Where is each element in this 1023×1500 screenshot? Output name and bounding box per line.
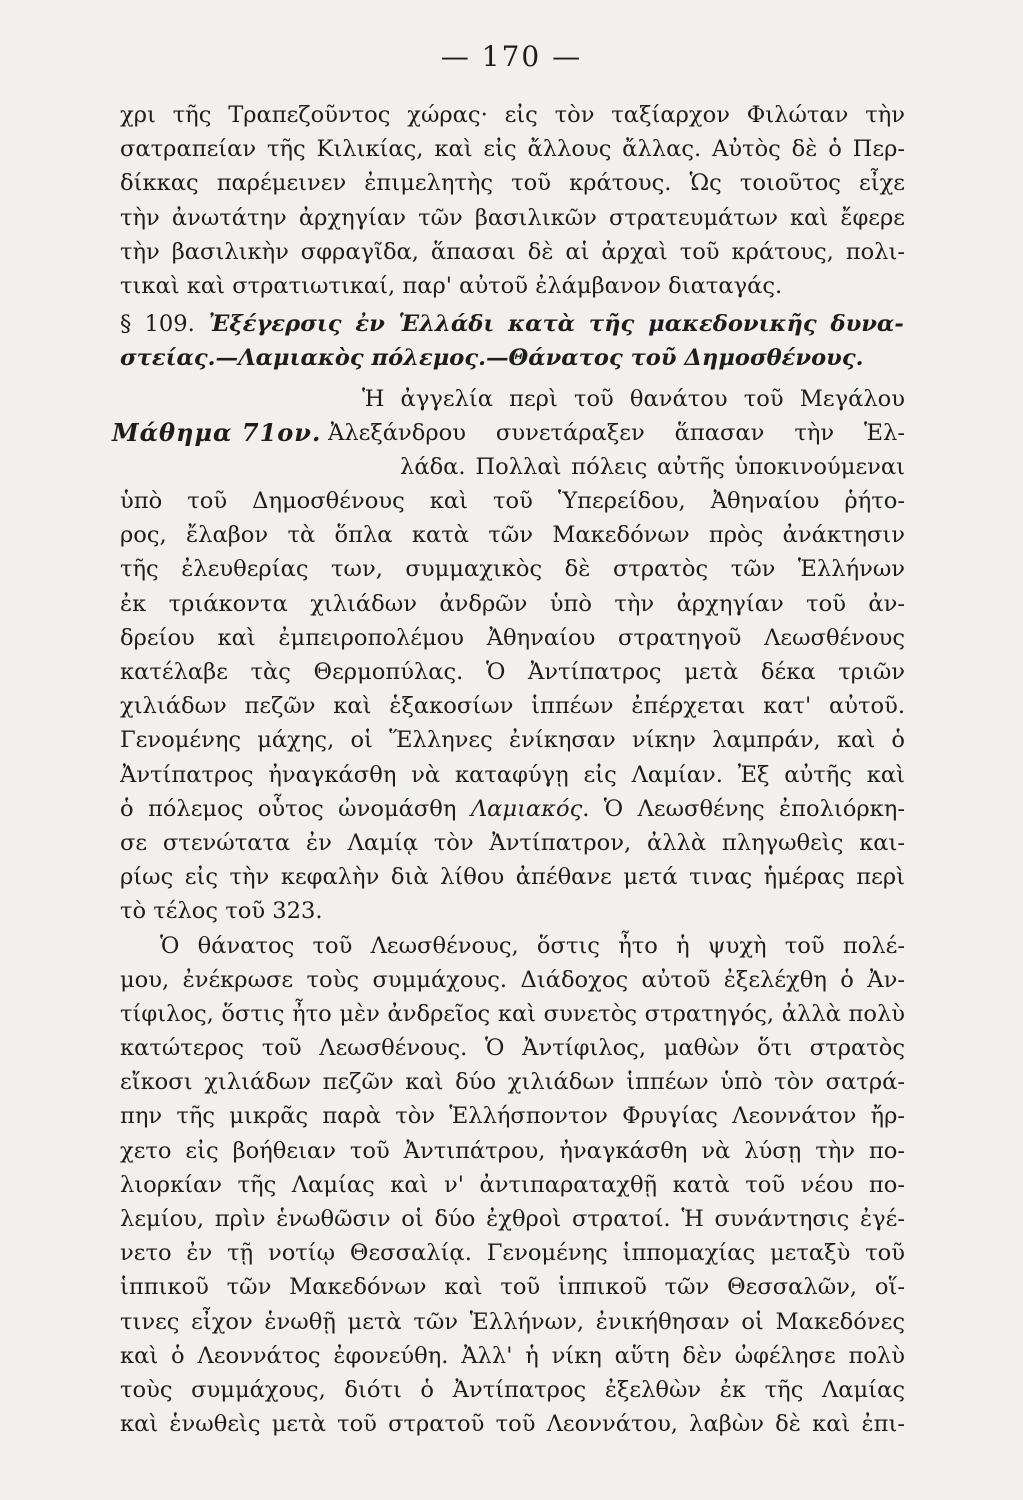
text-span: . Ὁ Λεωσθένης ἐπολιόρκη- — [582, 795, 905, 822]
text-line: καὶ ὁ Λεοννάτος ἐφονεύθη. Ἀλλ' ἡ νίκη αὕτη δὲν ὠφέλησε πολὺ — [120, 1342, 905, 1369]
text-line: χιλιάδων πεζῶν καὶ ἑξακοσίων ἱππέων ἐπέρχεται κατ' αὐτοῦ. — [120, 693, 905, 720]
heading-text-1: Ἐξέγερσις ἐν Ἑλλάδι κατὰ τῆς μακεδονικῆς δυνα- — [208, 311, 904, 338]
paragraph-3 — [120, 929, 905, 1442]
text-line: τοὺς συμμάχους, διότι ὁ Ἀντίπατρος ἐξελθὼν ἐκ τῆς Λαμίας — [120, 1376, 905, 1403]
lesson-row — [112, 416, 905, 450]
text-line: ρίως εἰς τὴν κεφαλὴν διὰ λίθου ἀπέθανε μετά τινας ἡμέρας περὶ — [120, 864, 905, 891]
body-text — [112, 98, 905, 1441]
text-line: ρος, ἔλαβον τὰ ὅπλα κατὰ τῶν Μακεδόνων πρὸς ἀνάκτησιν — [120, 522, 905, 549]
paragraph-2 — [120, 484, 905, 928]
text-line: κατώτερος τοῦ Λεωσθένους. Ὁ Ἀντίφιλος, μαθὼν ὅτι στρατὸς — [120, 1035, 905, 1062]
section-number: § 109. — [120, 311, 195, 338]
text-line: τὴν βασιλικὴν σφραγῖδα, ἅπασαι δὲ αἱ ἀρχαὶ τοῦ κράτους, πολι- — [120, 238, 905, 265]
text-line: λιορκίαν τῆς Λαμίας καὶ ν' ἀντιπαραταχθῇ κατὰ τοῦ νέου πο- — [120, 1171, 905, 1198]
text-line: χρι τῆς Τραπεζοῦντος χώρας· εἰς τὸν ταξίαρχον Φιλώταν τὴν — [120, 102, 905, 128]
lesson-label: Μάθημα 71ον. — [112, 417, 322, 447]
text-line: δίκκας παρέμεινεν ἐπιμελητὴς τοῦ κράτους. Ὡς τοιοῦτος εἶχε — [120, 170, 905, 197]
text-line: τινες εἶχον ἑνωθῇ μετὰ τῶν Ἑλλήνων, ἐνικήθησαν οἱ Μακεδόνες — [120, 1308, 905, 1335]
text-line: Γενομένης μάχης, οἱ Ἕλληνες ἐνίκησαν νίκην λαμπράν, καὶ ὁ — [120, 727, 905, 754]
emphasis-text: Λαμιακός — [470, 795, 583, 822]
section-heading — [120, 303, 905, 375]
text-line: σατραπείαν τῆς Κιλικίας, καὶ εἰς ἄλλους ἄλλας. Αὐτὸς δὲ ὁ Περ- — [120, 136, 905, 163]
lesson-block — [112, 376, 905, 485]
text-line: Ὁ θάνατος τοῦ Λεωσθένους, ὅστις ἦτο ἡ ψυχὴ τοῦ πολέ- — [160, 932, 905, 959]
text-line: κατέλαβε τὰς Θερμοπύλας. Ὁ Ἀντίπατρος μετὰ δέκα τριῶν — [120, 659, 905, 685]
text-line: καὶ ἑνωθεὶς μετὰ τοῦ στρατοῦ τοῦ Λεοννάτου, λαβὼν δὲ καὶ ἐπι- — [120, 1411, 905, 1438]
text-line: εἴκοσι χιλιάδων πεζῶν καὶ δύο χιλιάδων ἱππέων ὑπὸ τὸν σατρά- — [120, 1069, 905, 1096]
lesson-row — [120, 450, 905, 484]
page-number: — 170 — — [440, 40, 583, 73]
text-line: νετο ἐν τῇ νοτίῳ Θεσσαλίᾳ. Γενομένης ἱππομαχίας μεταξὺ τοῦ — [120, 1240, 905, 1267]
text-line: ἱππικοῦ τῶν Μακεδόνων καὶ τοῦ ἱππικοῦ τῶν Θεσσαλῶν, οἵ- — [120, 1274, 905, 1301]
text-line — [120, 792, 905, 826]
heading-line-2: στείας.—Λαμιακὸς πόλεμος.—Θάνατος τοῦ Δημοσθένους. — [120, 345, 864, 372]
text-line: σε στενώτατα ἐν Λαμίᾳ τὸν Ἀντίπατρον, ἀλλὰ πληγωθεὶς και- — [120, 829, 905, 856]
text-line: τίφιλος, ὅστις ἦτο μὲν ἀνδρεῖος καὶ συνετὸς στρατηγός, ἀλλὰ πολὺ — [120, 1000, 905, 1027]
text-line: τὸ τέλος τοῦ 323. — [120, 898, 323, 925]
text-line: τῆς ἐλευθερίας των, συμμαχικὸς δὲ στρατὸς τῶν Ἑλλήνων — [120, 556, 905, 583]
text-line: ὑπὸ τοῦ Δημοσθένους καὶ τοῦ Ὑπερείδου, Ἀθηναίου ῥήτο- — [120, 488, 905, 515]
lesson-row — [120, 382, 905, 416]
text-line: Ἡ ἀγγελία περὶ τοῦ θανάτου τοῦ Μεγάλου — [362, 385, 905, 412]
text-line: Ἀντίπατρος ἠναγκάσθη νὰ καταφύγῃ εἰς Λαμίαν. Ἐξ αὐτῆς καὶ — [120, 761, 905, 788]
text-line: τὴν ἀνωτάτην ἀρχηγίαν τῶν βασιλικῶν στρατευμάτων καὶ ἔφερε — [120, 204, 905, 231]
text-line: χετο εἰς βοήθειαν τοῦ Ἀντιπάτρου, ἠναγκάσθη νὰ λύσῃ τὴν πο- — [120, 1137, 905, 1164]
text-span: ὁ πόλεμος οὗτος ὠνομάσθη — [120, 795, 457, 822]
text-line: τικαὶ καὶ στρατιωτικαί, παρ' αὐτοῦ ἐλάμβανον διαταγάς. — [120, 272, 783, 299]
text-line: λεμίου, πρὶν ἑνωθῶσιν οἱ δύο ἐχθροὶ στρατοί. Ἡ συνάντησις ἐγέ- — [120, 1206, 905, 1232]
text-line: δρείου καὶ ἐμπειροπολέμου Ἀθηναίου στρατηγοῦ Λεωσθένους — [120, 624, 905, 651]
paragraph-1 — [120, 98, 905, 303]
heading-line-1 — [120, 307, 905, 341]
text-line: Ἀλεξάνδρου συνετάραξεν ἅπασαν τὴν Ἑλ- — [328, 419, 905, 446]
text-line: ἐκ τριάκοντα χιλιάδων ἀνδρῶν ὑπὸ τὴν ἀρχηγίαν τοῦ ἀν- — [120, 590, 905, 617]
text-line: λάδα. Πολλαὶ πόλεις αὐτῆς ὑποκινούμεναι — [400, 453, 905, 480]
text-line: πην τῆς μικρᾶς παρὰ τὸν Ἑλλήσποντον Φρυγίας Λεοννάτον ἤρ- — [120, 1103, 905, 1130]
text-line: μου, ἐνέκρωσε τοὺς συμμάχους. Διάδοχος αὐτοῦ ἐξελέχθη ὁ Ἀν- — [120, 966, 905, 993]
